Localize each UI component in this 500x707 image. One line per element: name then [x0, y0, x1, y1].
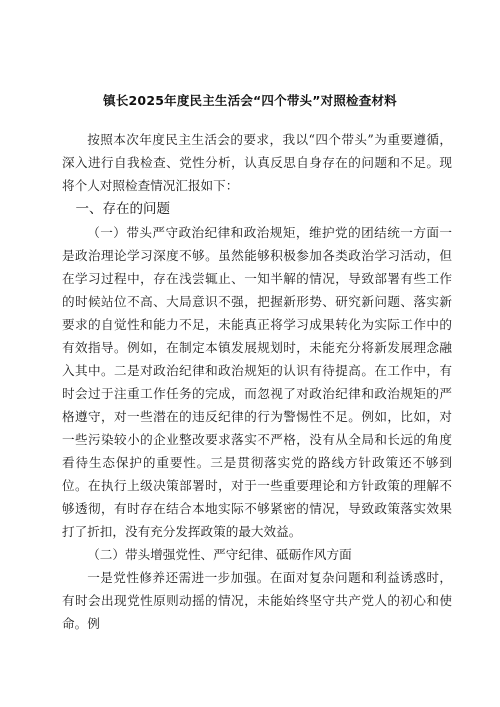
intro-paragraph: 按照本次年度民主生活会的要求，我以“四个带头”为重要遵循，深入进行自我检查、党性分析，认真反思自身存在的问题和不足。现将个人对照检查情况汇报如下：: [62, 132, 452, 193]
section-heading: 一、存在的问题: [75, 201, 170, 217]
paragraph-1: （一）带头严守政治纪律和政治规矩，维护党的团结统一方面一是政治理论学习深度不够。虽然能够积极参加各类政治学习活动，但在学习过程中，存在浅尝辄止、一知半解的情况，导致部署有些工作的时候站位不高、大局意识不强，把握新形势、研究新问题、落实新要求的自觉性和能力不足，未能真正将学习成果转化为实际工作中的有效指导。例如，在制定本镇发展规划时，未能充分将新发展理念融入其中。二是对政治纪律和政治规矩的认识有待提高。在工作中，有时会过于注重工作任务的完成，而忽视了对政治纪律和政治规矩的严格遵守，对一些潜在的违反纪律的行为警惕性不足。例如，比如，对一些污染较小的企业整改要求落实不严格，没有从全局和长远的角度看待生态保护的重要性。三是贯彻落实党的路线方针政策还不够到位。在执行上级决策部署时，对于一些重要理论和方针政策的理解不够透彻，有时存在结合本地实际不够紧密的情况，导致政策落实效果打了折扣，没有充分发挥政策的最大效益。: [62, 225, 452, 539]
document-body: [62, 128, 452, 635]
paragraph-2: 一是党性修养还需进一步加强。在面对复杂问题和利益诱惑时，有时会出现党性原则动摇的情况，未能始终坚守共产党人的初心和使命。例: [62, 570, 452, 631]
paragraph-2-heading: （二）带头增强党性、严守纪律、砥砺作风方面: [87, 547, 352, 562]
document-title: 镇长2025年度民主生活会“四个带头”对照检查材料: [103, 93, 397, 108]
